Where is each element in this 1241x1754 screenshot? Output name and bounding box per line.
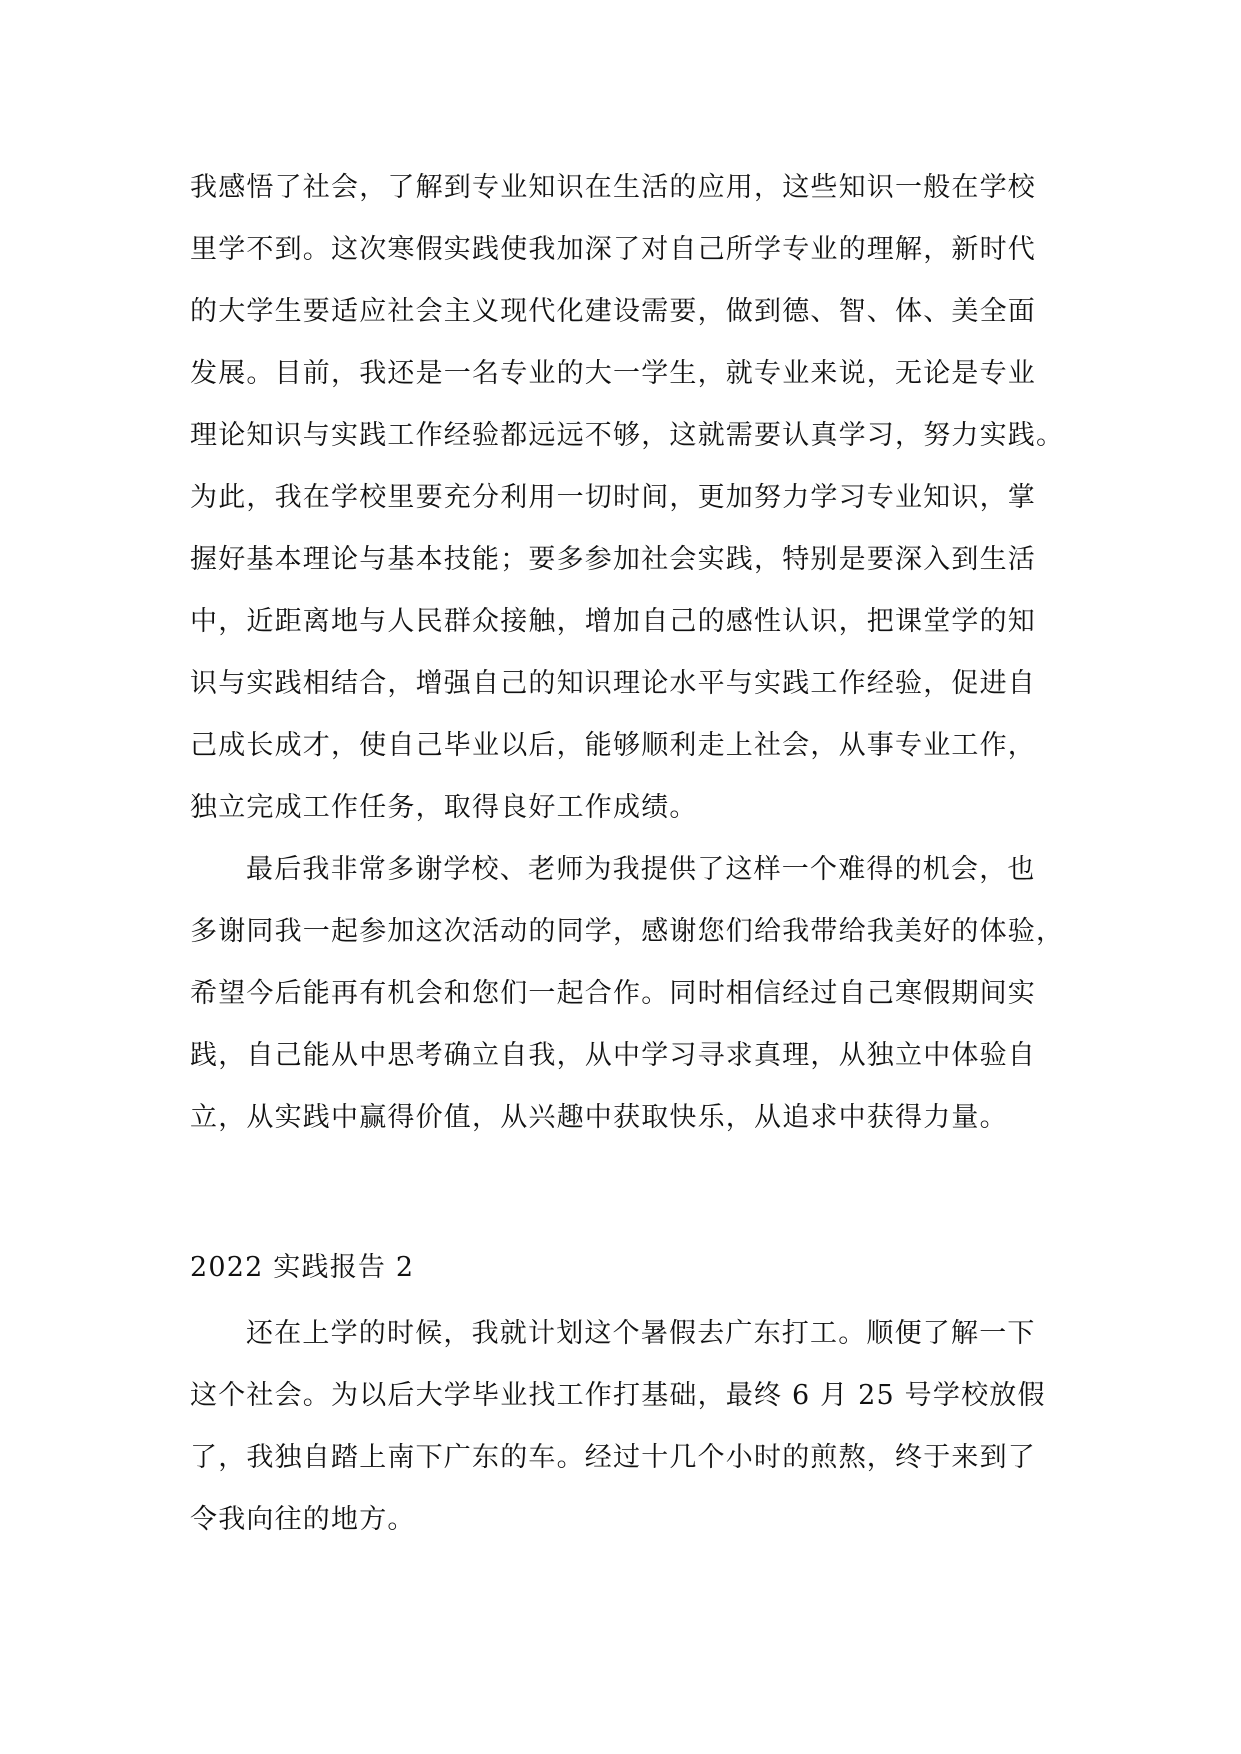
text-line: 最后我非常多谢学校、老师为我提供了这样一个难得的机会，也	[246, 854, 1036, 885]
text-line: 理论知识与实践工作经验都远远不够，这就需要认真学习，努力实践。	[190, 420, 1065, 451]
text-line: 的大学生要适应社会主义现代化建设需要，做到德、智、体、美全面	[190, 296, 1036, 327]
text-line: 希望今后能再有机会和您们一起合作。同时相信经过自己寒假期间实	[190, 978, 1036, 1009]
text-line: 独立完成工作任务，取得良好工作成绩。	[190, 792, 698, 823]
text-line: 令我向往的地方。	[190, 1504, 416, 1535]
text-line: 这个社会。为以后大学毕业找工作打基础，最终 6 月 25 号学校放假	[190, 1380, 1046, 1411]
text-line: 发展。目前，我还是一名专业的大一学生，就专业来说，无论是专业	[190, 358, 1036, 389]
text-line: 了，我独自踏上南下广东的车。经过十几个小时的煎熬，终于来到了	[190, 1442, 1036, 1473]
text-line: 还在上学的时候，我就计划这个暑假去广东打工。顺便了解一下	[246, 1318, 1036, 1349]
section-title: 2022 实践报告 2	[190, 1252, 415, 1283]
text-line: 识与实践相结合，增强自己的知识理论水平与实践工作经验，促进自	[190, 668, 1036, 699]
text-line: 多谢同我一起参加这次活动的同学，感谢您们给我带给我美好的体验，	[190, 916, 1065, 947]
text-line: 己成长成才，使自己毕业以后，能够顺利走上社会，从事专业工作，	[190, 730, 1036, 761]
text-line: 我感悟了社会，了解到专业知识在生活的应用，这些知识一般在学校	[190, 172, 1036, 203]
text-line: 立，从实践中赢得价值，从兴趣中获取快乐，从追求中获得力量。	[190, 1102, 1008, 1133]
text-line: 握好基本理论与基本技能；要多参加社会实践，特别是要深入到生活	[190, 544, 1036, 575]
text-line: 中，近距离地与人民群众接触，增加自己的感性认识，把课堂学的知	[190, 606, 1036, 637]
text-line: 为此，我在学校里要充分利用一切时间，更加努力学习专业知识，掌	[190, 482, 1036, 513]
text-line: 践，自己能从中思考确立自我，从中学习寻求真理，从独立中体验自	[190, 1040, 1036, 1071]
text-line: 里学不到。这次寒假实践使我加深了对自己所学专业的理解，新时代	[190, 234, 1036, 265]
